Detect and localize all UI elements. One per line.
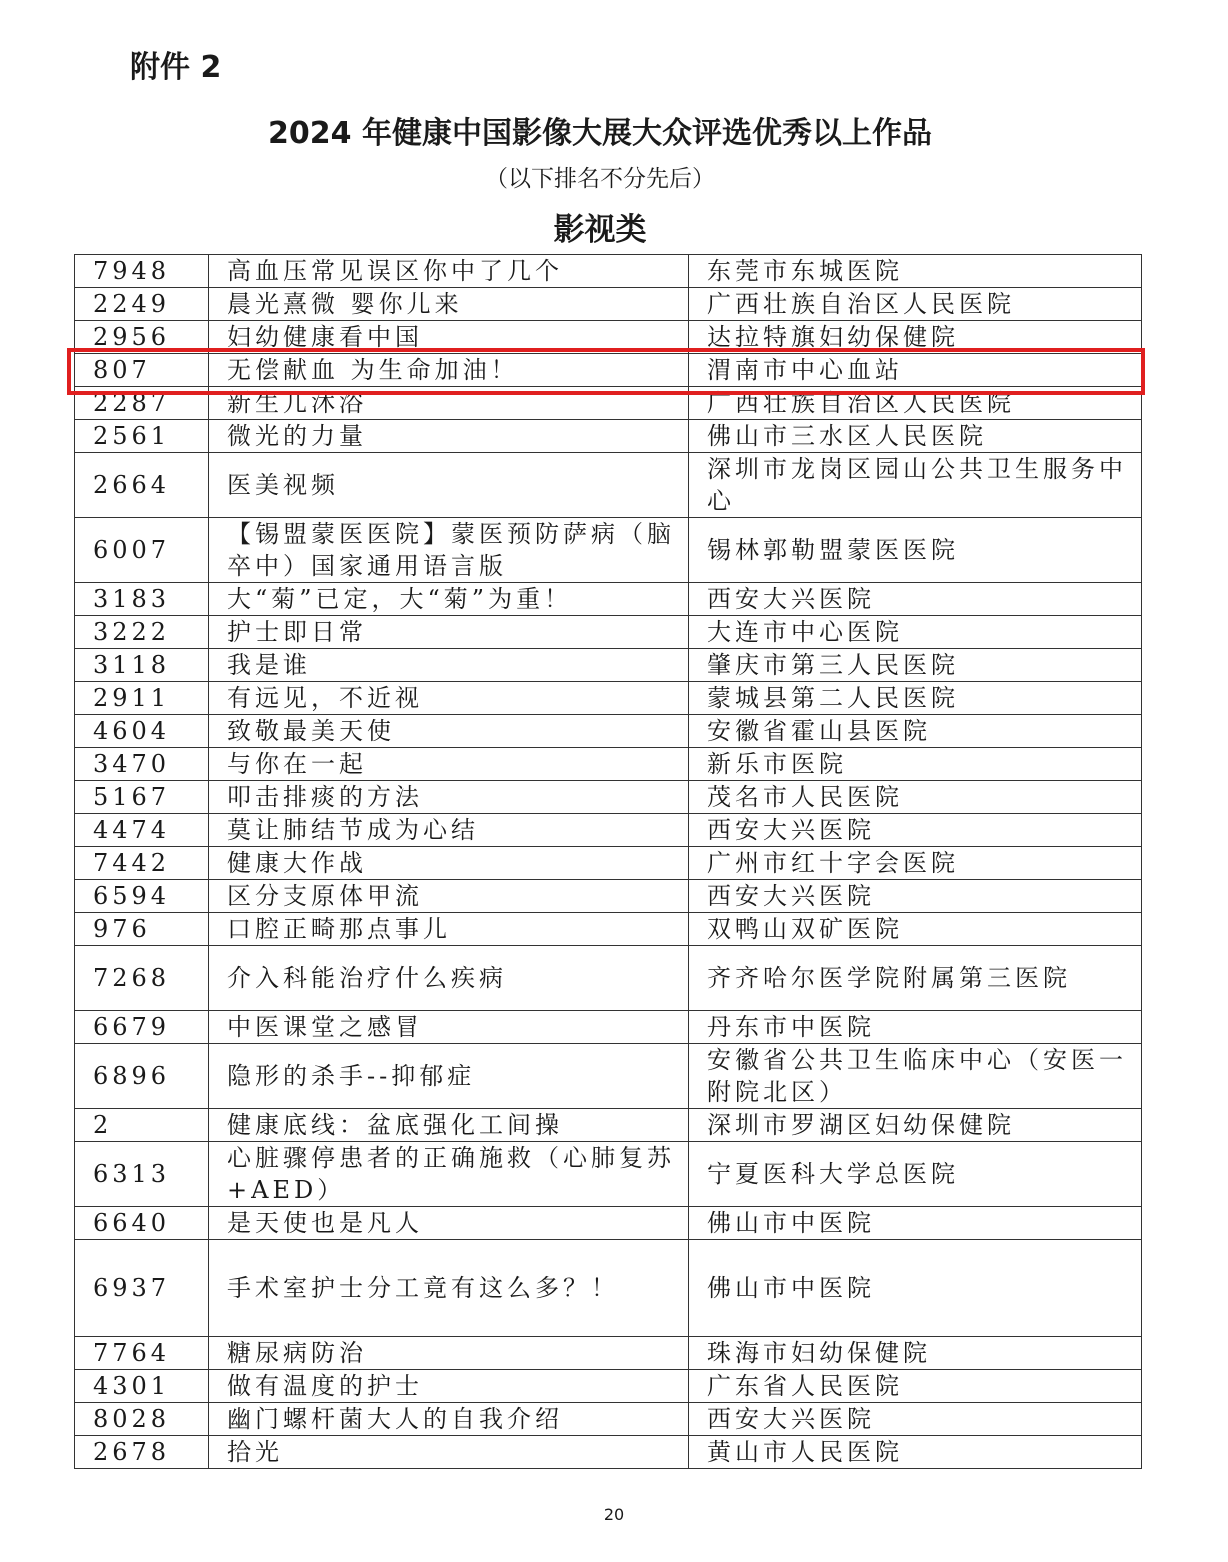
table-row [75,814,1142,847]
document-subtitle: （以下排名不分先后） [485,166,715,192]
entry-id: 2561 [75,420,209,453]
table-row [75,1337,1142,1370]
work-title: 晨光熹微 婴你儿来 [209,288,689,321]
work-title: 拾光 [209,1436,689,1469]
entry-id: 2664 [75,453,209,518]
table-row [75,913,1142,946]
work-title: 叩击排痰的方法 [209,781,689,814]
organization: 广州市红十字会医院 [689,847,1142,880]
entry-id: 807 [75,354,209,387]
work-title: 手术室护士分工竟有这么多？！ [209,1240,689,1337]
organization: 佛山市中医院 [689,1207,1142,1240]
table-row [75,682,1142,715]
organization: 佛山市三水区人民医院 [689,420,1142,453]
organization: 西安大兴医院 [689,814,1142,847]
entry-id: 7268 [75,946,209,1011]
table-row [75,1240,1142,1337]
work-title: 高血压常见误区你中了几个 [209,255,689,288]
table-row [75,1109,1142,1142]
entry-id: 3183 [75,583,209,616]
table-row [75,649,1142,682]
organization: 锡林郭勒盟蒙医医院 [689,518,1142,583]
entry-id: 2287 [75,387,209,420]
work-title: 中医课堂之感冒 [209,1011,689,1044]
work-title: 微光的力量 [209,420,689,453]
organization: 双鸭山双矿医院 [689,913,1142,946]
work-title: 我是谁 [209,649,689,682]
page-number: 20 [603,1505,625,1524]
table-row [75,1011,1142,1044]
document-title: 2024 年健康中国影像大展大众评选优秀以上作品 [268,116,932,151]
entry-id: 6937 [75,1240,209,1337]
table-row [75,255,1142,288]
organization: 佛山市中医院 [689,1240,1142,1337]
table-row [75,847,1142,880]
work-title: 做有温度的护士 [209,1370,689,1403]
work-title: 隐形的杀手--抑郁症 [209,1044,689,1109]
entry-id: 2678 [75,1436,209,1469]
work-title: 是天使也是凡人 [209,1207,689,1240]
work-title: 健康大作战 [209,847,689,880]
work-title: 心脏骤停患者的正确施救（心肺复苏+AED） [209,1142,689,1207]
organization: 蒙城县第二人民医院 [689,682,1142,715]
table-row [75,748,1142,781]
organization: 深圳市罗湖区妇幼保健院 [689,1109,1142,1142]
work-title: 医美视频 [209,453,689,518]
organization: 渭南市中心血站 [689,354,1142,387]
attachment-label: 附件 2 [130,50,222,85]
entry-id: 6896 [75,1044,209,1109]
work-title: 大“菊”已定，大“菊”为重！ [209,583,689,616]
organization: 广西壮族自治区人民医院 [689,288,1142,321]
entry-id: 6594 [75,880,209,913]
table-row [75,880,1142,913]
table-row [75,946,1142,1011]
entry-id: 4301 [75,1370,209,1403]
entry-id: 6313 [75,1142,209,1207]
entry-id: 7764 [75,1337,209,1370]
organization: 珠海市妇幼保健院 [689,1337,1142,1370]
entry-id: 6007 [75,518,209,583]
table-row [75,781,1142,814]
work-title: 区分支原体甲流 [209,880,689,913]
work-title: 健康底线：盆底强化工间操 [209,1109,689,1142]
entry-id: 2 [75,1109,209,1142]
entry-id: 3118 [75,649,209,682]
table-row [75,616,1142,649]
work-title: 口腔正畸那点事儿 [209,913,689,946]
work-title: 【锡盟蒙医医院】蒙医预防萨病（脑卒中）国家通用语言版 [209,518,689,583]
entry-id: 6679 [75,1011,209,1044]
organization: 广东省人民医院 [689,1370,1142,1403]
organization: 东莞市东城医院 [689,255,1142,288]
organization: 西安大兴医院 [689,880,1142,913]
entry-id: 2249 [75,288,209,321]
work-title: 新生儿沐浴 [209,387,689,420]
table-row [75,453,1142,518]
organization: 大连市中心医院 [689,616,1142,649]
organization: 黄山市人民医院 [689,1436,1142,1469]
table-row [75,1044,1142,1109]
work-title: 莫让肺结节成为心结 [209,814,689,847]
organization: 宁夏医科大学总医院 [689,1142,1142,1207]
table-row [75,420,1142,453]
organization: 深圳市龙岗区园山公共卫生服务中心 [689,453,1142,518]
organization: 齐齐哈尔医学院附属第三医院 [689,946,1142,1011]
organization: 西安大兴医院 [689,583,1142,616]
organization: 丹东市中医院 [689,1011,1142,1044]
table-row [75,1207,1142,1240]
entry-id: 6640 [75,1207,209,1240]
organization: 西安大兴医院 [689,1403,1142,1436]
entry-id: 2956 [75,321,209,354]
entry-id: 7442 [75,847,209,880]
table-row [75,715,1142,748]
table-row [75,583,1142,616]
work-title: 护士即日常 [209,616,689,649]
highlight-box [67,348,1145,395]
table-row [75,1370,1142,1403]
organization: 肇庆市第三人民医院 [689,649,1142,682]
work-title: 幽门螺杆菌大人的自我介绍 [209,1403,689,1436]
entry-id: 8028 [75,1403,209,1436]
organization: 广西壮族自治区人民医院 [689,387,1142,420]
entry-id: 3470 [75,748,209,781]
organization: 安徽省公共卫生临床中心（安医一附院北区） [689,1044,1142,1109]
entry-id: 7948 [75,255,209,288]
entry-id: 976 [75,913,209,946]
organization: 新乐市医院 [689,748,1142,781]
table-row [75,1436,1142,1469]
organization: 茂名市人民医院 [689,781,1142,814]
entry-id: 4604 [75,715,209,748]
table-row [75,288,1142,321]
table-row [75,518,1142,583]
organization: 安徽省霍山县医院 [689,715,1142,748]
organization: 达拉特旗妇幼保健院 [689,321,1142,354]
category-heading: 影视类 [553,212,647,248]
work-title: 有远见，不近视 [209,682,689,715]
entry-id: 2911 [75,682,209,715]
table-row [75,1142,1142,1207]
entry-id: 4474 [75,814,209,847]
work-title: 致敬最美天使 [209,715,689,748]
work-title: 与你在一起 [209,748,689,781]
work-title: 无偿献血 为生命加油！ [209,354,689,387]
work-title: 糖尿病防治 [209,1337,689,1370]
works-table [74,254,1142,1469]
work-title: 妇幼健康看中国 [209,321,689,354]
entry-id: 3222 [75,616,209,649]
table-row [75,1403,1142,1436]
entry-id: 5167 [75,781,209,814]
work-title: 介入科能治疗什么疾病 [209,946,689,1011]
